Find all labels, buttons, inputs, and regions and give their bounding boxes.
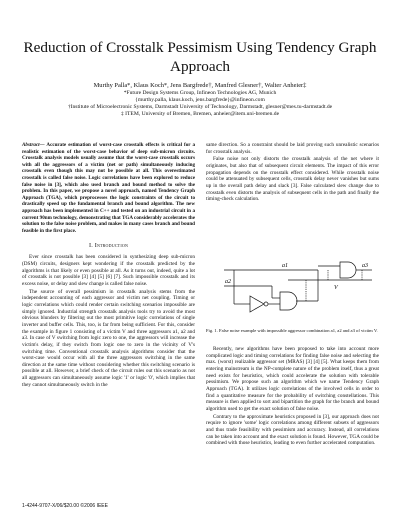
label-a1: a1 [282,263,288,269]
body-paragraph: Contrary to the approximate heuristics proposed in [3], our approach does not require to ignore 'some' logic correlations among different subsets of aggressors and thus trade feasibility with pessimism and accuracy. Instead, all correlations can be taken into account and the exact solution is found. However, TGA could be combined with those heuristics, leading to even further accelerated computation. [206,413,379,447]
intro-paragraph: Ever since crosstalk has been considered in synthesizing deep sub-micron (DSM) circuits, designers kept wondering if the crosstalk predicted by the algorithms is that likely or even possible at all. As it turns out, indeed, quite a lot of crosstalk is not possible [3] [4] [5] [6] [7]. Such impossible crosstalk and its excess noise, or delay and slew change is called false noise. [22,254,195,287]
abstract-label: Abstract— [22,142,45,148]
body-paragraph: Recently, new algorithms have been proposed to take into account more complicated logic and timing correlations for finding false noise and selecting the max. (worst) realizable aggressor set (MRAS) [3] [4] [5]. What keeps them from entering mainstream is the NP-complete nature of the problem itself, thus a great need exists for heuristics, which could accelerate the solution with tolerable pessimism. We propose such an algorithm which we name Tendency Graph Approach (TGA). It utilizes logic correlations of the involved cells in order to find a quantitative measure for the probability of switching constellations. This measure is then applied to sort and bipartition the graph for the branch and bound algorithm used to get the exact solution of false noise. [206,346,379,412]
left-column [22,142,195,389]
figure-1 [222,256,382,324]
author-block [20,82,380,118]
affiliation-1-email: {murthy.palla, klaus.koch, jens.bargfrede}@infineon.com [135,97,265,104]
body-paragraph: False noise not only distorts the crosstalk analysis of the net where it originates, but also that of subsequent circuit elements. The impact of this error propagation depends on the crosstalk effect considered. While crosstalk noise could be attenuated by subsequent cells, crosstalk delay never vanishes but sums up in the overall path delay and slack [3]. False calculated slew change due to crosstalk even distorts the analysis of subsequent cells in the path and finally the timing-check calculation. [206,156,379,203]
section-heading-introduction: I. Introduction [88,242,129,250]
affiliation-3: ‡ ITEM, University of Bremen, Bremen, anheier@item.uni-bremen.de [120,111,280,118]
body-paragraph: same direction. So a constraint should be laid proving such unrealistic scenarios for crosstalk analysis. [206,142,379,155]
label-a2: a2 [225,279,231,285]
label-victim: V [334,285,338,291]
right-column-bottom [206,346,379,448]
right-column-top [206,142,379,204]
copyright-footer: 1-4244-9707-X/06/$20.00 ©2006 IEEE [22,503,108,509]
author-names: Murthy Palla*, Klaus Koch*, Jens Bargfrede†, Manfred Glesner†, Walter Anheier‡ [93,82,307,89]
paper-title: Reduction of Crosstalk Pessimism Using Tendency Graph Approach [23,39,377,75]
circuit-diagram [222,256,382,324]
figure-caption: Fig. 1. False noise example with impossible aggressor combination a1, a2 and a3 of victim V. [206,328,378,333]
affiliation-1: *Future Design Systems Group, Infineon Technologies AG, Munich [123,90,277,96]
intro-paragraph: The source of overall pessimism in crosstalk analysis stems from the independent accounting of each aggressor and victim net coupling. Timing or logic correlations which could render certain switching scenarios impossible are simply ignored. Industrial strength crosstalk analysis tools try to avoid the most obvious blunders by filtering out the most primitive logic correlations of single inverter and buffer cells. This, too, is far from being sufficient. For this, consider the example in figure 1 consisting of a victim V and three aggressors a1, a2 and a3. In case of V switching from logic zero to one, the aggressors will increase the victim's delay, if they switch from logic one to zero in the vicinity of V's switching time. Conventional crosstalk analysis algorithms consider that the worst-case would occur with all the three aggressors switching in the same direction at the same time without considering whether this switching scenario is possible at all. However, a brief check of the circuit rules out this scenario as not all aggressors can simultaneously assume logic '1' or logic '0', which implies that they cannot simultaneously switch in the [22,288,195,388]
abstract [22,142,195,234]
abstract-text: Accurate estimation of worst-case crosstalk effects is critical for a realistic estimation of the worst-case behavior of deep sub-micron circuits. Crosstalk analysis models usually assume that the worst-case crosstalk occurs with all the aggressors of a victim (net or path) simultaneously inducing crosstalk even though this may not be possible at all. This overestimated crosstalk is called false noise. Logic correlations have been explored to reduce false noise in [3], which also used branch and bound method to solve the problem. In this paper, we propose a novel approach, named Tendency Graph Approach (TGA), which preprocesses the logic constraints of the circuit to drastically speed up the fundamental branch and bound algorithm. The new approach has been implemented in C++ and tested on an industrial circuit in a current 90nm technology, demonstrating that TGA considerably accelerates the solution to the false noise problem, and makes in many cases branch and bound feasible in the first place. [22,142,195,234]
label-a3: a3 [362,263,368,269]
affiliation-2: †Institute of Microelectronic Systems, Darmstadt University of Technology, Darmstadt, glesner@mes.tu-darmstadt.de [67,104,333,111]
